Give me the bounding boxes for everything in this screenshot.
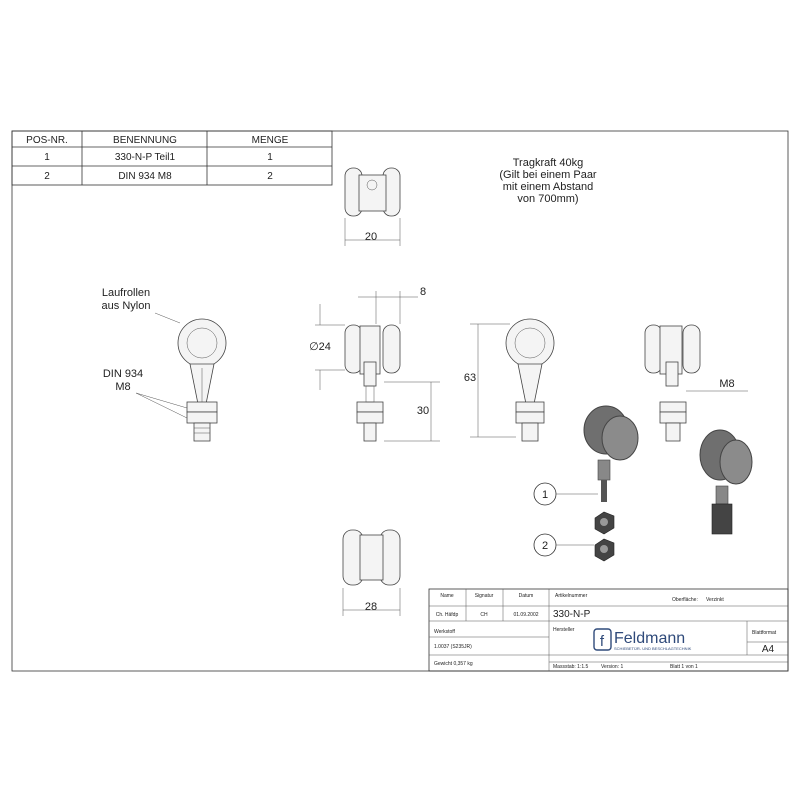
dim-width-top: 20: [364, 231, 378, 243]
tb-material-label: Werkstoff: [434, 629, 455, 635]
dim-thread: M8: [719, 378, 735, 390]
isometric-nut-2: [595, 539, 614, 561]
svg-text:f: f: [599, 633, 605, 650]
row1-pos: 1: [44, 152, 50, 163]
note-line-1: Tragkraft 40kg: [512, 157, 584, 169]
logo-tagline: SCHIEBETÜR- UND BESCHLAGTECHNIK: [614, 646, 692, 651]
balloon-2: [534, 534, 594, 556]
row2-name: DIN 934 M8: [118, 171, 172, 182]
header-benennung: BENENNUNG: [113, 135, 177, 146]
tb-name-value: Ch. Häfdp: [435, 612, 459, 618]
tb-date-label: Datum: [518, 593, 534, 599]
tb-format-label: Blattformat: [752, 630, 777, 636]
tb-surface-value: Verzinkt: [706, 597, 724, 603]
dim-height: 63: [463, 372, 477, 384]
label-nut-line-2: M8: [115, 381, 131, 393]
note-line-2: (Gilt bei einem Paar: [499, 169, 597, 181]
tb-date-value: 01.09.2002: [513, 612, 539, 618]
label-rollers-line-1: Laufrollen: [101, 287, 151, 299]
isometric-roller-assembly: [584, 406, 638, 502]
balloon-1: [534, 483, 598, 505]
balloon-1-label: 1: [541, 489, 549, 501]
tb-format-value: A4: [761, 644, 775, 655]
row2-qty: 2: [267, 171, 273, 182]
front-view: [309, 286, 440, 441]
header-pos-nr: POS-NR.: [26, 135, 68, 146]
label-nut-line-1: DIN 934: [102, 368, 144, 380]
top-view: [345, 168, 400, 246]
parts-list-table: [12, 131, 332, 185]
dim-offset: 8: [419, 286, 427, 298]
note-line-4: von 700mm): [517, 193, 579, 205]
isometric-nut-1: [595, 512, 614, 534]
tb-sheet-value: Blatt 1 von 1: [670, 664, 698, 670]
tb-version-value: Version: 1: [601, 664, 624, 670]
tb-article-value: 330-N-P: [553, 609, 591, 620]
dim-width-bottom: 28: [364, 601, 378, 613]
note-line-3: mit einem Abstand: [502, 181, 594, 193]
tb-signature-label: Signatur: [474, 593, 494, 599]
side-view-right: [464, 319, 554, 441]
dim-diameter: ∅24: [309, 341, 331, 353]
title-block: [429, 589, 788, 671]
row1-name: 330-N-P Teil1: [114, 152, 176, 163]
label-rollers-line-2: aus Nylon: [101, 300, 151, 312]
tb-scale-value: Massstab: 1:1.5: [553, 664, 589, 670]
dim-thread-length: 30: [416, 405, 430, 417]
feldmann-logo: [594, 629, 692, 651]
row2-pos: 2: [44, 171, 50, 182]
side-view-left: [102, 287, 226, 441]
tb-manufacturer-label: Hersteller: [553, 627, 575, 633]
tb-article-label: Artikelnummer: [555, 593, 588, 599]
tb-material-value: 1.0037 (S235JR): [434, 644, 472, 650]
tb-weight-value: Gewicht 0,357 kg: [434, 661, 473, 667]
bottom-view: [343, 530, 400, 616]
row1-qty: 1: [267, 152, 273, 163]
logo-text: Feldmann: [614, 630, 686, 647]
tb-signature-value: CH: [480, 612, 488, 618]
header-menge: MENGE: [251, 135, 289, 146]
balloon-2-label: 2: [541, 540, 549, 552]
isometric-assembled: [700, 430, 752, 534]
tb-name-label: Name: [440, 593, 454, 599]
load-capacity-note: [499, 157, 597, 205]
front-view-right: [645, 325, 748, 441]
tb-surface-label: Oberfläche:: [672, 597, 698, 603]
